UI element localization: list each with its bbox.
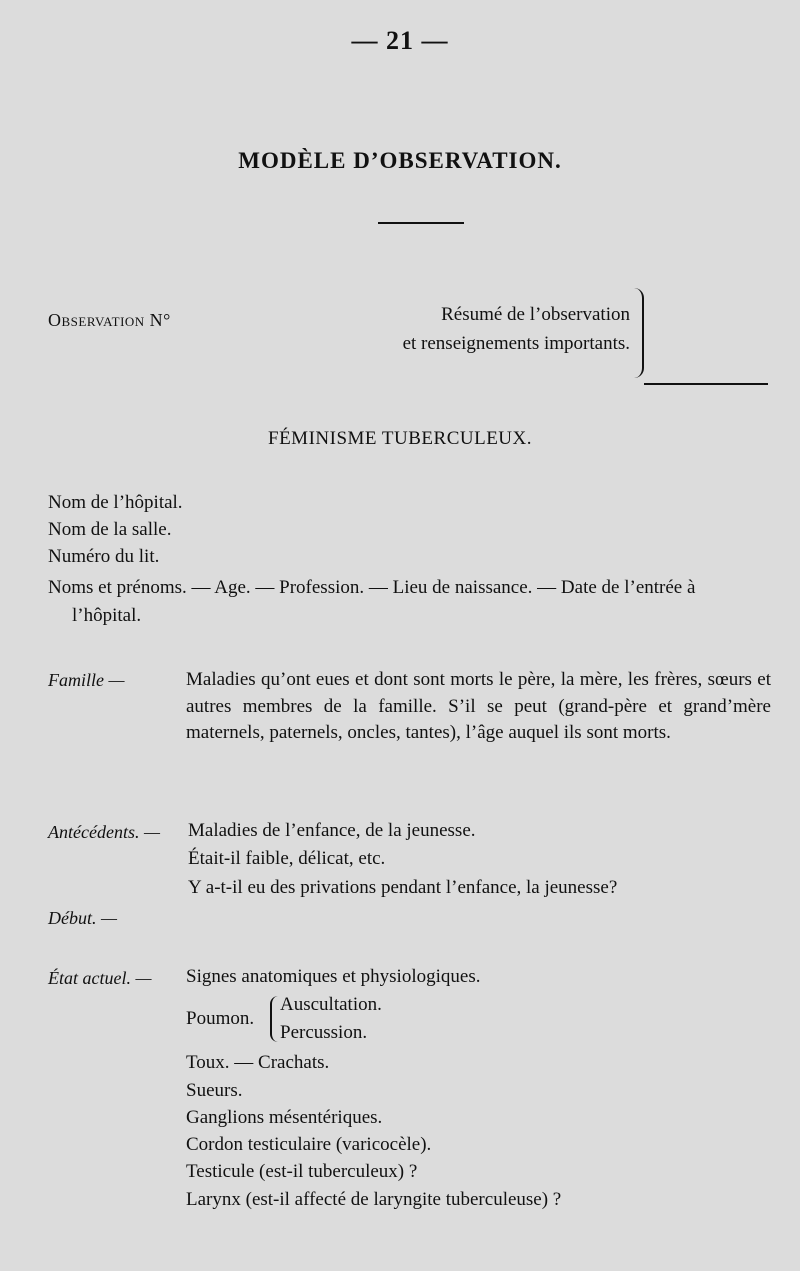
poumon-brace (270, 996, 280, 1042)
title-rule (378, 222, 464, 224)
famille-label: Famille — (48, 670, 125, 690)
etat-item-larynx: Larynx (est-il affecté de laryngite tuberculeuse) ? (186, 1189, 562, 1210)
page-title: MODÈLE D’OBSERVATION. (238, 148, 562, 173)
debut-label: Début. — (48, 908, 117, 928)
field-bed-number: Numéro du lit. (48, 546, 160, 567)
antecedents-line-1: Maladies de l’enfance, de la jeunesse. (188, 820, 476, 841)
etat-actuel-first-line: Signes anatomiques et physiologiques. (186, 966, 481, 987)
resume-line-1: Résumé de l’observation (441, 304, 630, 325)
field-identity: Noms et prénoms. — Age. — Profession. — Lieu de naissance. — Date de l’entrée à (48, 577, 696, 598)
etat-item-testicule: Testicule (est-il tuberculeux) ? (186, 1161, 418, 1182)
etat-item-sueurs: Sueurs. (186, 1080, 243, 1101)
poumon-item-percussion: Percussion. (280, 1022, 368, 1043)
field-ward-name: Nom de la salle. (48, 519, 172, 540)
famille-text: Maladies qu’ont eues et dont sont morts le père, la mère, les frères, sœurs et autres membres de la famille. S’il se peut (grand-père et grand’mère maternels, paternels, oncles, tantes), l’âge auquel ils sont morts. (186, 669, 771, 743)
section-title: FÉMINISME TUBERCULEUX. (268, 428, 532, 449)
field-identity-continued: l’hôpital. (72, 605, 142, 626)
antecedents-label: Antécédents. — (48, 822, 160, 842)
antecedents-line-2: Était-il faible, délicat, etc. (188, 848, 386, 869)
etat-actuel-label: État actuel. — (48, 968, 152, 988)
page-number: — 21 — (351, 26, 449, 55)
resume-line-2: et renseignements importants. (402, 333, 630, 354)
antecedents-line-3: Y a-t-il eu des privations pendant l’enfance, la jeunesse? (188, 877, 618, 898)
observation-number-label: Observation N° (48, 310, 171, 330)
resume-brace (630, 288, 644, 378)
poumon-item-auscultation: Auscultation. (280, 994, 382, 1015)
poumon-label: Poumon. (186, 1008, 255, 1029)
resume-rule (644, 383, 768, 385)
field-hospital-name: Nom de l’hôpital. (48, 492, 183, 513)
etat-item-cordon: Cordon testiculaire (varicocèle). (186, 1134, 432, 1155)
etat-item-ganglions: Ganglions mésentériques. (186, 1107, 383, 1128)
etat-item-toux: Toux. — Crachats. (186, 1052, 330, 1073)
